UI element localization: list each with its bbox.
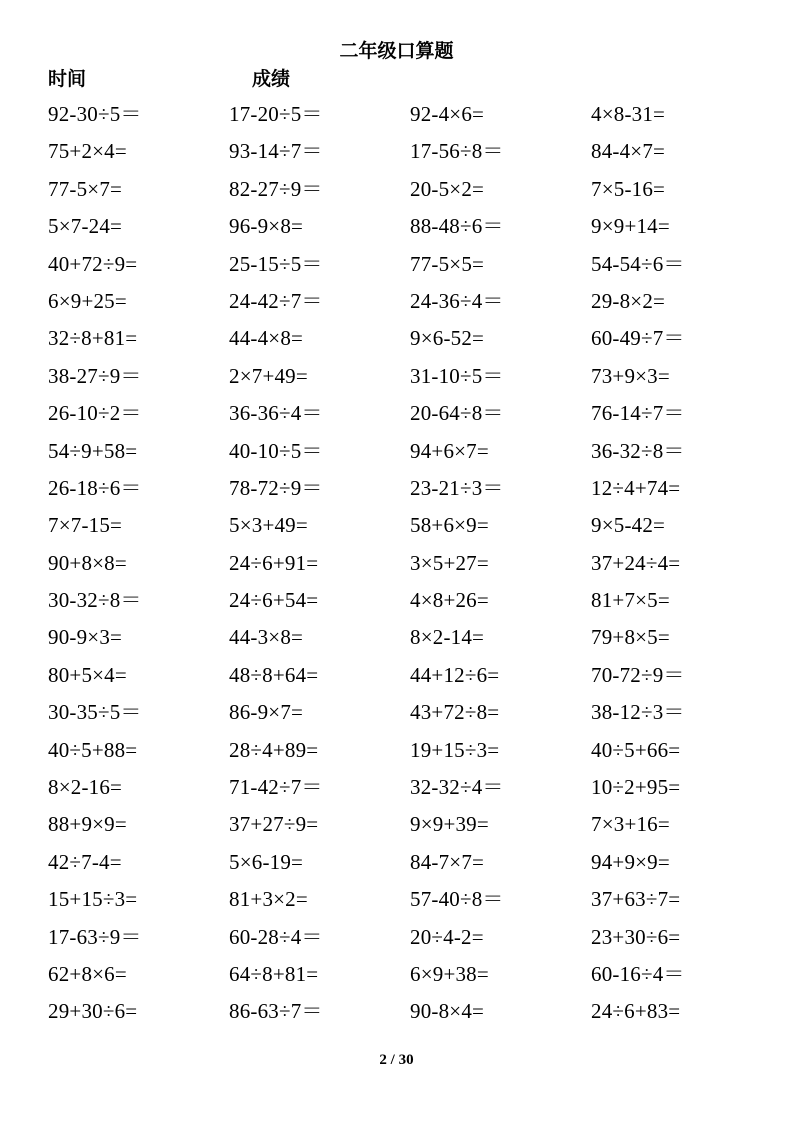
problem-item: 80+5×4= [48,662,127,687]
problem-item: 5×3+49= [229,513,308,538]
problem-item: 24÷6+83= [591,999,681,1024]
problem-grid [48,96,772,1031]
problem-item: 26-10÷2＝ [48,401,142,426]
problem-item: 24-42÷7＝ [229,288,323,313]
problem-item: 10÷2+95= [591,775,681,800]
problem-item: 88-48÷6＝ [410,214,504,239]
problem-item: 32÷8+81= [48,326,138,351]
problem-item: 73+9×3= [591,363,670,388]
problem-item: 62+8×6= [48,961,127,986]
page-number: 2 / 30 [379,1052,414,1068]
problem-item: 90+8×8= [48,550,127,575]
problem-item: 54÷9+58= [48,438,138,463]
problem-item: 79+8×5= [591,625,670,650]
problem-item: 44-3×8= [229,625,304,650]
problem-item: 32-32÷4＝ [410,775,504,800]
problem-item: 77-5×5= [410,251,485,276]
problem-item: 78-72÷9＝ [229,475,323,500]
problem-item: 40÷5+66= [591,737,681,762]
problem-item: 29-8×2= [591,288,666,313]
problem-item: 24÷6+91= [229,550,319,575]
problem-item: 38-27÷9＝ [48,363,142,388]
problem-item: 90-9×3= [48,625,123,650]
problem-item: 84-4×7= [591,139,666,164]
problem-item: 4×8-31= [591,102,666,126]
problem-item: 37+24÷4= [591,550,681,575]
problem-item: 9×6-52= [410,326,485,351]
problem-item: 19+15÷3= [410,737,500,762]
problem-item: 9×5-42= [591,513,666,538]
problem-item: 8×2-14= [410,625,485,650]
problem-item: 60-49÷7＝ [591,326,685,351]
problem-item: 43+72÷8= [410,700,500,725]
score-label: 成绩 [252,68,291,90]
problem-item: 40÷5+88= [48,737,138,762]
problem-item: 40-10÷5＝ [229,438,323,463]
problem-item: 92-4×6= [410,102,485,126]
problem-item: 90-8×4= [410,999,485,1024]
problem-item: 17-63÷9＝ [48,924,142,949]
problem-item: 60-28÷4＝ [229,924,323,949]
problem-item: 8×2-16= [48,775,123,800]
problem-item: 25-15÷5＝ [229,251,323,276]
problem-item: 9×9+39= [410,812,489,837]
problem-item: 36-32÷8＝ [591,438,685,463]
problem-item: 76-14÷7＝ [591,401,685,426]
problem-item: 15+15÷3= [48,887,138,912]
problem-item: 12÷4+74= [591,475,681,500]
problem-item: 6×9+38= [410,961,489,986]
problem-item: 5×7-24= [48,214,123,239]
problem-item: 7×7-15= [48,513,123,538]
problem-item: 7×3+16= [591,812,670,837]
problem-item: 20-5×2= [410,176,485,201]
problem-item: 4×8+26= [410,588,489,613]
problem-item: 30-32÷8＝ [48,588,142,613]
problem-item: 36-36÷4＝ [229,401,323,426]
problem-item: 84-7×7= [410,849,485,874]
problem-item: 3×5+27= [410,550,489,575]
problem-item: 30-35÷5＝ [48,700,142,725]
problem-item: 31-10÷5＝ [410,363,504,388]
problem-item: 44+12÷6= [410,662,500,687]
problem-item: 26-18÷6＝ [48,475,142,500]
problem-item: 24-36÷4＝ [410,288,504,313]
problem-item: 88+9×9= [48,812,127,837]
time-label: 时间 [48,68,87,90]
problem-item: 2×7+49= [229,363,308,388]
problem-item: 23+30÷6= [591,924,681,949]
problem-item: 82-27÷9＝ [229,176,323,201]
problem-item: 40+72÷9= [48,251,138,276]
problem-item: 29+30÷6= [48,999,138,1024]
page-title: 二年级口算题 [339,40,454,62]
problem-item: 96-9×8= [229,214,304,239]
problem-item: 37+27÷9= [229,812,319,837]
problem-item: 20-64÷8＝ [410,401,504,426]
problem-item: 94+6×7= [410,438,489,463]
problem-item: 17-20÷5＝ [229,102,323,126]
problem-item: 37+63÷7= [591,887,681,912]
problem-item: 23-21÷3＝ [410,475,504,500]
problem-item: 77-5×7= [48,176,123,201]
problem-item: 60-16÷4＝ [591,961,685,986]
problem-item: 86-63÷7＝ [229,999,323,1024]
problem-item: 81+3×2= [229,887,308,912]
problem-item: 38-12÷3＝ [591,700,685,725]
problem-item: 81+7×5= [591,588,670,613]
problem-item: 75+2×4= [48,139,127,164]
problem-item: 94+9×9= [591,849,670,874]
problem-item: 7×5-16= [591,176,666,201]
problem-item: 17-56÷8＝ [410,139,504,164]
problem-item: 6×9+25= [48,288,127,313]
problem-item: 44-4×8= [229,326,304,351]
problem-item: 5×6-19= [229,849,304,874]
problem-item: 9×9+14= [591,214,670,239]
problem-item: 24÷6+54= [229,588,319,613]
problem-item: 70-72÷9＝ [591,662,685,687]
problem-item: 42÷7-4= [48,849,122,874]
problem-item: 58+6×9= [410,513,489,538]
problem-item: 86-9×7= [229,700,304,725]
problem-item: 54-54÷6＝ [591,251,685,276]
problem-item: 28÷4+89= [229,737,319,762]
problem-item: 92-30÷5＝ [48,102,142,126]
problem-item: 71-42÷7＝ [229,775,323,800]
problem-item: 93-14÷7＝ [229,139,323,164]
problem-item: 48÷8+64= [229,662,319,687]
problem-item: 20÷4-2= [410,924,484,949]
problem-item: 57-40÷8＝ [410,887,504,912]
problem-item: 64÷8+81= [229,961,319,986]
